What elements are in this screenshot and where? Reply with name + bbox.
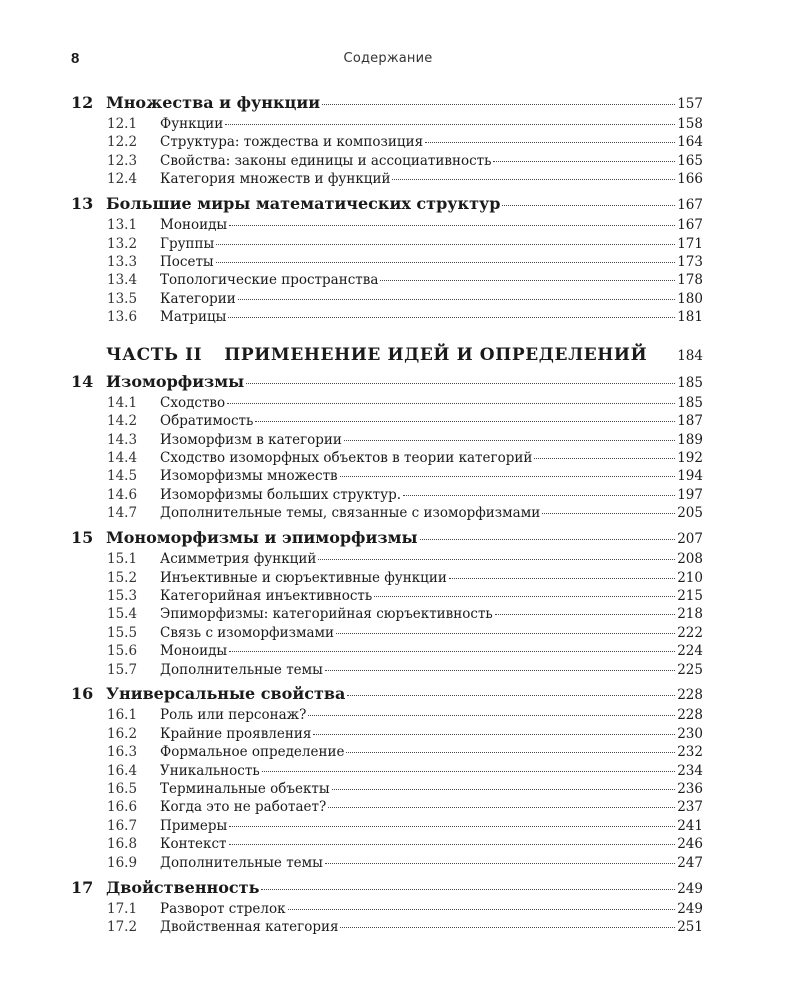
entry-page-number: 185 <box>677 374 703 391</box>
entry-title: Свойства: законы единицы и ассоциативность <box>160 152 492 169</box>
entry-number: 15.2 <box>107 569 138 586</box>
dot-leader <box>216 244 675 245</box>
entry-title: Мономорфизмы и эпиморфизмы <box>106 528 418 548</box>
entry-number: 15.7 <box>107 661 138 678</box>
entry-page-number: 237 <box>677 799 703 816</box>
entry-number: 16.1 <box>107 707 138 724</box>
toc-section-entry[interactable] <box>71 133 703 151</box>
entry-title: Моноиды <box>160 217 228 234</box>
entry-page-number: 247 <box>677 854 703 871</box>
entry-title: Асимметрия функций <box>160 551 317 568</box>
entry-page-number: 165 <box>677 152 703 169</box>
entry-page-number: 236 <box>677 781 703 798</box>
toc-chapter-entry[interactable] <box>71 94 703 112</box>
toc-section-entry[interactable] <box>71 661 703 679</box>
dot-leader <box>225 124 675 125</box>
entry-number: 17 <box>71 877 94 897</box>
toc-chapter-entry[interactable] <box>71 529 703 547</box>
dot-leader <box>288 909 676 910</box>
dot-leader <box>346 752 675 753</box>
entry-title: Инъективные и сюръективные функции <box>160 569 447 586</box>
entry-title: Терминальные объекты <box>160 781 330 798</box>
entry-number: 12 <box>71 93 94 112</box>
entry-page-number: 187 <box>677 413 703 430</box>
entry-title: Роль или персонаж? <box>160 707 307 724</box>
entry-page-number: 225 <box>677 661 703 678</box>
entry-number: 14.2 <box>107 413 138 430</box>
dot-leader <box>246 383 675 384</box>
toc-section-entry[interactable] <box>71 817 703 835</box>
entry-page-number: 215 <box>677 587 703 604</box>
entry-page-number: 228 <box>677 687 703 704</box>
dot-leader <box>425 142 675 143</box>
toc-section-entry[interactable] <box>71 170 703 188</box>
entry-title: Матрицы <box>160 309 227 326</box>
dot-leader <box>313 734 675 735</box>
entry-page-number: 230 <box>677 725 703 742</box>
entry-title: Изоморфизмы <box>106 371 245 391</box>
entry-number: 12.3 <box>107 152 138 169</box>
toc-section-entry[interactable] <box>71 394 703 412</box>
entry-number: 17.2 <box>107 918 138 935</box>
toc-section-entry[interactable] <box>71 587 703 605</box>
dot-leader <box>347 695 675 696</box>
dot-leader <box>229 225 675 226</box>
entry-number: 16.8 <box>107 836 138 853</box>
toc-section-entry[interactable] <box>71 115 703 133</box>
running-header: Содержание <box>343 51 433 66</box>
toc-section-entry[interactable] <box>71 290 703 308</box>
entry-page-number: 173 <box>677 253 703 270</box>
entry-title: Функции <box>160 115 224 132</box>
toc-section-entry[interactable] <box>71 762 703 780</box>
dot-leader <box>328 807 675 808</box>
entry-page-number: 171 <box>677 235 703 252</box>
toc-chapter-entry[interactable] <box>71 195 703 213</box>
toc-chapter-entry[interactable] <box>71 685 703 703</box>
entry-title: Категория множеств и функций <box>160 171 391 188</box>
entry-number: ЧАСТЬ II <box>106 345 203 366</box>
entry-number: 12.4 <box>107 171 138 188</box>
entry-title: Контекст <box>160 836 227 853</box>
entry-number: 12.1 <box>107 115 138 132</box>
entry-number: 15.4 <box>107 606 138 623</box>
entry-number: 14.6 <box>107 486 138 503</box>
entry-number: 13 <box>71 194 94 214</box>
toc-section-entry[interactable] <box>71 504 703 522</box>
entry-number: 12.2 <box>107 134 138 151</box>
dot-leader <box>420 539 676 540</box>
dot-leader <box>495 614 675 615</box>
entry-title: Посеты <box>160 253 214 270</box>
entry-page-number: 218 <box>677 606 703 623</box>
dot-leader <box>216 262 676 263</box>
dot-leader <box>229 844 676 845</box>
dot-leader <box>325 670 675 671</box>
table-of-contents <box>71 94 703 936</box>
entry-page-number: 222 <box>677 624 703 641</box>
entry-title: Большие миры математических структур <box>106 194 501 214</box>
entry-title: Дополнительные темы <box>160 661 323 678</box>
entry-page-number: 166 <box>677 171 703 188</box>
entry-title: Топологические пространства <box>160 272 379 289</box>
entry-number: 16.3 <box>107 744 138 761</box>
entry-page-number: 197 <box>677 486 703 503</box>
entry-title: Категорийная инъективность <box>160 587 373 604</box>
entry-number: 13.4 <box>107 272 138 289</box>
toc-section-entry[interactable] <box>71 780 703 798</box>
entry-page-number: 178 <box>677 272 703 289</box>
entry-number: 13.3 <box>107 253 138 270</box>
dot-leader <box>229 826 675 827</box>
entry-title: Структура: тождества и композиция <box>160 134 424 151</box>
dot-leader <box>325 863 675 864</box>
toc-section-entry[interactable] <box>71 412 703 430</box>
entry-title: Изоморфизмы множеств <box>160 468 338 485</box>
entry-page-number: 185 <box>677 394 703 411</box>
toc-section-entry[interactable] <box>71 706 703 724</box>
entry-page-number: 189 <box>677 431 703 448</box>
entry-page-number: 228 <box>677 707 703 724</box>
dot-leader <box>318 559 675 560</box>
entry-page-number: 232 <box>677 744 703 761</box>
entry-title: Уникальность <box>160 762 260 779</box>
entry-number: 13.1 <box>107 217 138 234</box>
entry-page-number: 164 <box>677 134 703 151</box>
toc-section-entry[interactable] <box>71 253 703 271</box>
entry-title: Примеры <box>160 817 228 834</box>
entry-page-number: 180 <box>677 290 703 307</box>
dot-leader <box>336 633 675 634</box>
entry-page-number: 184 <box>677 348 703 365</box>
entry-number: 15.5 <box>107 624 138 641</box>
entry-number: 16.7 <box>107 817 138 834</box>
dot-leader <box>261 889 675 890</box>
entry-number: 16 <box>71 684 94 704</box>
dot-leader <box>340 927 675 928</box>
toc-section-entry[interactable] <box>71 467 703 485</box>
entry-page-number: 158 <box>677 115 703 132</box>
entry-title: Когда это не работает? <box>160 799 327 816</box>
entry-title: ПРИМЕНЕНИЕ ИДЕЙ И ОПРЕДЕЛЕНИЙ <box>224 345 648 366</box>
entry-number: 15.6 <box>107 643 138 660</box>
toc-section-entry[interactable] <box>71 271 703 289</box>
entry-page-number: 224 <box>677 643 703 660</box>
dot-leader <box>228 317 675 318</box>
dot-leader <box>332 789 676 790</box>
entry-page-number: 246 <box>677 836 703 853</box>
entry-number: 13.6 <box>107 309 138 326</box>
toc-section-entry[interactable] <box>71 449 703 467</box>
toc-section-entry[interactable] <box>71 743 703 761</box>
toc-section-entry[interactable] <box>71 235 703 253</box>
entry-title: Дополнительные темы <box>160 854 323 871</box>
toc-section-entry[interactable] <box>71 624 703 642</box>
entry-page-number: 157 <box>677 96 703 112</box>
entry-number: 16.9 <box>107 854 138 871</box>
dot-leader <box>344 440 675 441</box>
entry-title: Разворот стрелок <box>160 900 286 917</box>
toc-section-entry[interactable] <box>71 725 703 743</box>
dot-leader <box>262 771 676 772</box>
toc-section-entry[interactable] <box>71 605 703 623</box>
entry-title: Двойственная категория <box>160 918 339 935</box>
entry-number: 13.5 <box>107 290 138 307</box>
entry-number: 16.2 <box>107 725 138 742</box>
dot-leader <box>340 476 676 477</box>
entry-page-number: 241 <box>677 817 703 834</box>
entry-number: 14.4 <box>107 450 138 467</box>
entry-number: 15.3 <box>107 587 138 604</box>
toc-section-entry[interactable] <box>71 550 703 568</box>
toc-chapter-entry[interactable] <box>71 879 703 897</box>
dot-leader <box>542 513 675 514</box>
toc-section-entry[interactable] <box>71 854 703 872</box>
toc-part-entry[interactable] <box>71 346 703 364</box>
entry-title: Моноиды <box>160 643 228 660</box>
dot-leader <box>255 421 675 422</box>
dot-leader <box>308 715 675 716</box>
dot-leader <box>403 495 675 496</box>
dot-leader <box>493 161 675 162</box>
page-number: 8 <box>71 50 80 67</box>
dot-leader <box>392 179 675 180</box>
entry-page-number: 249 <box>677 900 703 917</box>
toc-section-entry[interactable] <box>71 918 703 936</box>
toc-section-entry[interactable] <box>71 798 703 816</box>
toc-section-entry[interactable] <box>71 152 703 170</box>
entry-page-number: 210 <box>677 569 703 586</box>
entry-number: 16.6 <box>107 799 138 816</box>
entry-page-number: 194 <box>677 468 703 485</box>
entry-title: Сходство <box>160 394 226 411</box>
entry-title: Крайние проявления <box>160 725 312 742</box>
toc-section-entry[interactable] <box>71 900 703 918</box>
entry-title: Множества и функции <box>106 93 321 112</box>
entry-page-number: 207 <box>677 531 703 548</box>
entry-number: 14.3 <box>107 431 138 448</box>
dot-leader <box>449 578 675 579</box>
entry-title: Изоморфизмы больших структур. <box>160 486 402 503</box>
dot-leader <box>502 205 675 206</box>
entry-title: Двойственность <box>106 877 260 897</box>
toc-section-entry[interactable] <box>71 308 703 326</box>
dot-leader <box>229 651 675 652</box>
toc-section-entry[interactable] <box>71 835 703 853</box>
entry-number: 15.1 <box>107 551 138 568</box>
dot-leader <box>534 458 675 459</box>
dot-leader <box>227 403 675 404</box>
dot-leader <box>238 299 675 300</box>
entry-title: Связь с изоморфизмами <box>160 624 335 641</box>
entry-title: Обратимость <box>160 413 254 430</box>
entry-page-number: 192 <box>677 450 703 467</box>
entry-page-number: 249 <box>677 880 703 897</box>
entry-number: 14 <box>71 371 94 391</box>
entry-page-number: 181 <box>677 309 703 326</box>
entry-page-number: 167 <box>677 217 703 234</box>
entry-title: Группы <box>160 235 215 252</box>
toc-section-entry[interactable] <box>71 486 703 504</box>
entry-number: 16.4 <box>107 762 138 779</box>
entry-title: Универсальные свойства <box>106 684 346 704</box>
toc-section-entry[interactable] <box>71 216 703 234</box>
dot-leader <box>374 596 675 597</box>
dot-leader <box>380 280 675 281</box>
entry-title: Дополнительные темы, связанные с изоморфизмами <box>160 505 541 522</box>
entry-title: Сходство изоморфных объектов в теории категорий <box>160 450 533 467</box>
entry-page-number: 251 <box>677 918 703 935</box>
entry-number: 15 <box>71 528 94 548</box>
entry-number: 14.1 <box>107 394 138 411</box>
entry-number: 17.1 <box>107 900 138 917</box>
entry-page-number: 205 <box>677 505 703 522</box>
toc-section-entry[interactable] <box>71 642 703 660</box>
entry-number: 14.5 <box>107 468 138 485</box>
entry-title: Изоморфизм в категории <box>160 431 342 448</box>
entry-title: Эпиморфизмы: категорийная сюръективность <box>160 606 493 623</box>
entry-title: Формальное определение <box>160 744 345 761</box>
toc-section-entry[interactable] <box>71 569 703 587</box>
toc-chapter-entry[interactable] <box>71 373 703 391</box>
entry-number: 13.2 <box>107 235 138 252</box>
entry-page-number: 167 <box>677 197 703 214</box>
entry-page-number: 208 <box>677 551 703 568</box>
entry-title: Категории <box>160 290 236 307</box>
toc-section-entry[interactable] <box>71 431 703 449</box>
dot-leader <box>322 104 675 105</box>
entry-number: 14.7 <box>107 505 138 522</box>
entry-number: 16.5 <box>107 781 138 798</box>
entry-page-number: 234 <box>677 762 703 779</box>
